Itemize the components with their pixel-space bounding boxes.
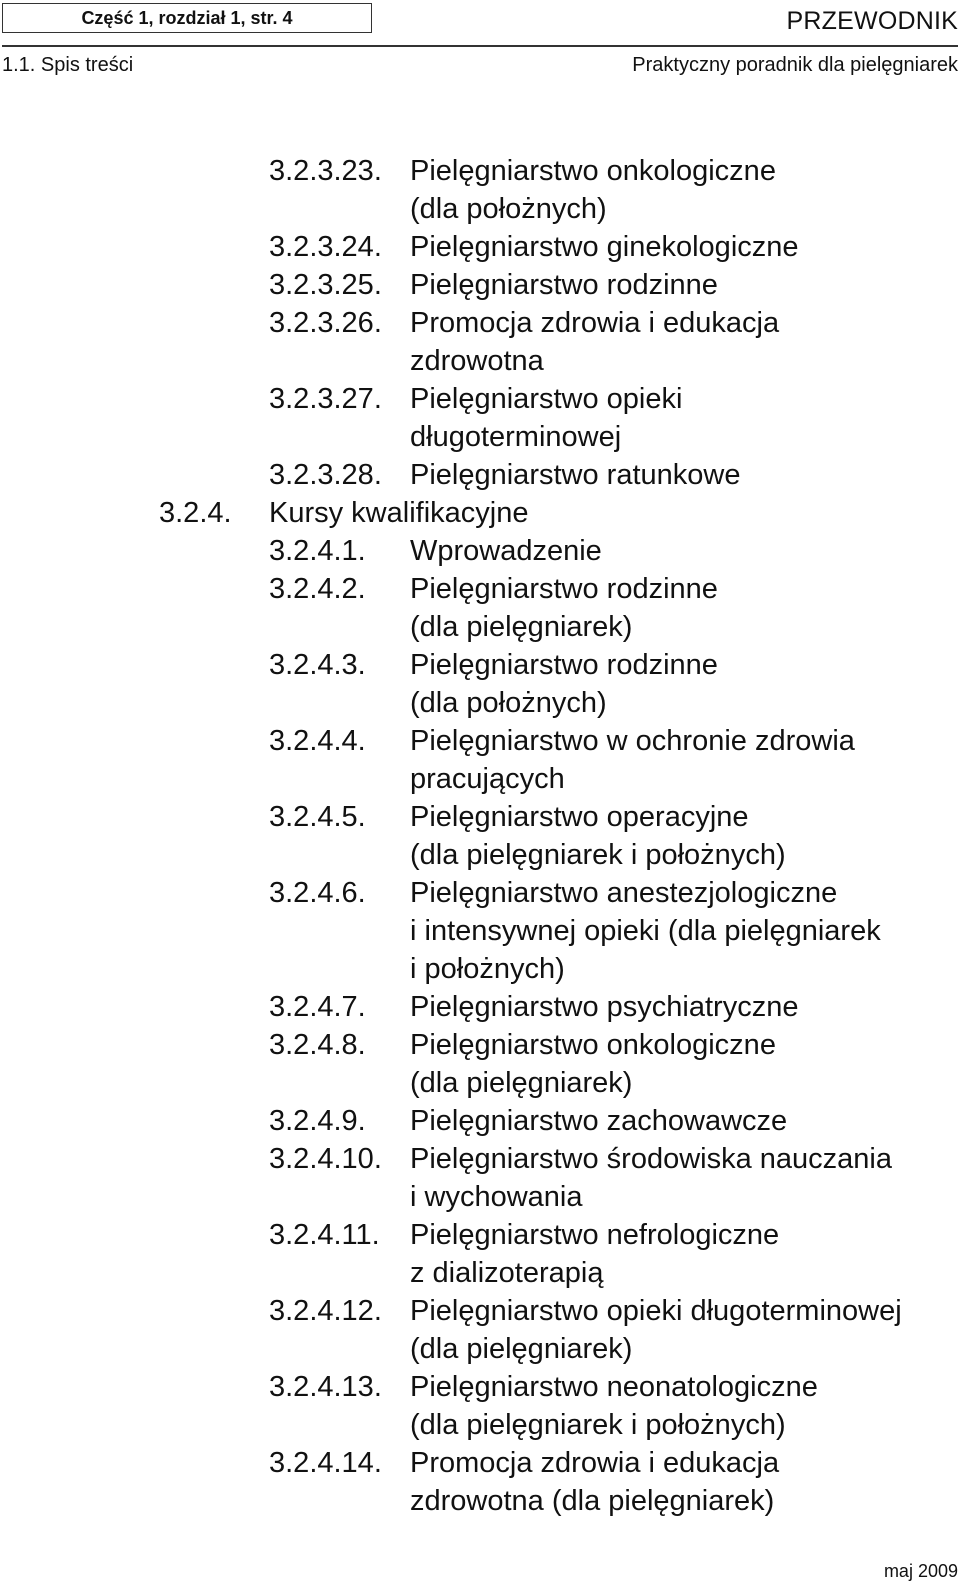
- toc-entry[interactable]: [0, 1102, 960, 1140]
- publication-title: PRZEWODNIK: [786, 7, 958, 35]
- toc-entry-title: Pielęgniarstwo rodzinne (dla pielęgniarek): [410, 573, 718, 643]
- toc-entry-number: 3.2.3.28.: [269, 459, 382, 491]
- toc-entry[interactable]: [0, 1368, 960, 1444]
- toc-entry[interactable]: [0, 228, 960, 266]
- toc-entry-title: Pielęgniarstwo rodzinne: [410, 269, 718, 301]
- toc-entry-title: Pielęgniarstwo zachowawcze: [410, 1105, 788, 1137]
- toc-entry[interactable]: [0, 304, 960, 380]
- toc-entry[interactable]: [0, 494, 960, 532]
- toc-entry-number: 3.2.4.3.: [269, 649, 366, 681]
- toc-entry-number: 3.2.4.9.: [269, 1105, 366, 1137]
- toc-entry-title: Promocja zdrowia i edukacja zdrowotna (dla pielęgniarek): [410, 1447, 780, 1517]
- toc-entry-title: Pielęgniarstwo nefrologiczne z dializoterapią: [410, 1219, 780, 1289]
- toc-entry-title: Pielęgniarstwo w ochronie zdrowia pracujących: [410, 725, 855, 795]
- toc-entry-number: 3.2.4.8.: [269, 1029, 366, 1061]
- toc-entry[interactable]: [0, 1140, 960, 1216]
- toc-entry-number: 3.2.4.2.: [269, 573, 366, 605]
- toc-entry-title: Pielęgniarstwo środowiska nauczania i wychowania: [410, 1143, 892, 1213]
- toc-entry-number: 3.2.4.: [159, 497, 232, 529]
- toc-entry-number: 3.2.4.6.: [269, 877, 366, 909]
- toc-entry-number: 3.2.4.10.: [269, 1143, 382, 1175]
- toc-entry-number: 3.2.3.26.: [269, 307, 382, 339]
- toc-entry[interactable]: [0, 152, 960, 228]
- toc-entry[interactable]: [0, 988, 960, 1026]
- toc-entry[interactable]: [0, 1026, 960, 1102]
- toc-entry[interactable]: [0, 266, 960, 304]
- toc-entry-title: Pielęgniarstwo opieki długoterminowej (dla pielęgniarek): [410, 1295, 902, 1365]
- toc-entry-title: Pielęgniarstwo onkologiczne (dla położnych): [410, 155, 776, 225]
- header-divider: [2, 45, 958, 47]
- toc-entry-title: Pielęgniarstwo psychiatryczne: [410, 991, 799, 1023]
- toc-entry-number: 3.2.4.4.: [269, 725, 366, 757]
- toc-entry-number: 3.2.4.12.: [269, 1295, 382, 1327]
- toc-entry[interactable]: [0, 874, 960, 988]
- edition-date: maj 2009: [883, 1561, 958, 1581]
- toc-entry-title: Pielęgniarstwo onkologiczne (dla pielęgniarek): [410, 1029, 776, 1099]
- toc-entry-number: 3.2.3.27.: [269, 383, 382, 415]
- toc-entry[interactable]: [0, 1444, 960, 1520]
- toc-entry-number: 3.2.4.11.: [269, 1219, 380, 1251]
- toc-entry-title: Pielęgniarstwo operacyjne (dla pielęgniarek i położnych): [410, 801, 786, 871]
- toc-entry-title: Pielęgniarstwo ginekologiczne: [410, 231, 799, 263]
- toc-entry-title: Wprowadzenie: [410, 535, 602, 567]
- toc-entry[interactable]: [0, 380, 960, 456]
- toc-entry-title: Pielęgniarstwo rodzinne (dla położnych): [410, 649, 718, 719]
- toc-entry[interactable]: [0, 456, 960, 494]
- toc-entry-number: 3.2.4.13.: [269, 1371, 382, 1403]
- toc-entry-title: Pielęgniarstwo opieki długoterminowej: [410, 383, 683, 453]
- toc-entry-title: Pielęgniarstwo neonatologiczne (dla pielęgniarek i położnych): [410, 1371, 818, 1441]
- toc-entry-number: 3.2.3.23.: [269, 155, 382, 187]
- toc-entry[interactable]: [0, 1292, 960, 1368]
- toc-entry-number: 3.2.4.5.: [269, 801, 366, 833]
- toc-entry-number: 3.2.4.1.: [269, 535, 366, 567]
- toc-entry-number: 3.2.3.24.: [269, 231, 382, 263]
- toc-entry[interactable]: [0, 570, 960, 646]
- toc-entry-title: Kursy kwalifikacyjne: [269, 497, 529, 529]
- table-of-contents: [0, 152, 960, 1520]
- toc-entry-number: 3.2.4.14.: [269, 1447, 382, 1479]
- toc-entry[interactable]: [0, 646, 960, 722]
- toc-entry-title: Promocja zdrowia i edukacja zdrowotna: [410, 307, 780, 377]
- toc-entry[interactable]: [0, 532, 960, 570]
- publication-subtitle: Praktyczny poradnik dla pielęgniarek: [632, 54, 958, 76]
- toc-entry-title: Pielęgniarstwo ratunkowe: [410, 459, 741, 491]
- toc-entry[interactable]: [0, 798, 960, 874]
- toc-entry-number: 3.2.3.25.: [269, 269, 382, 301]
- toc-entry[interactable]: [0, 1216, 960, 1292]
- toc-entry-title: Pielęgniarstwo anestezjologiczne i intensywnej opieki (dla pielęgniarek i położnych): [410, 877, 881, 985]
- section-reference: Część 1, rozdział 1, str. 4: [2, 3, 372, 33]
- toc-entry[interactable]: [0, 722, 960, 798]
- toc-entry-number: 3.2.4.7.: [269, 991, 366, 1023]
- chapter-title: 1.1. Spis treści: [2, 54, 134, 76]
